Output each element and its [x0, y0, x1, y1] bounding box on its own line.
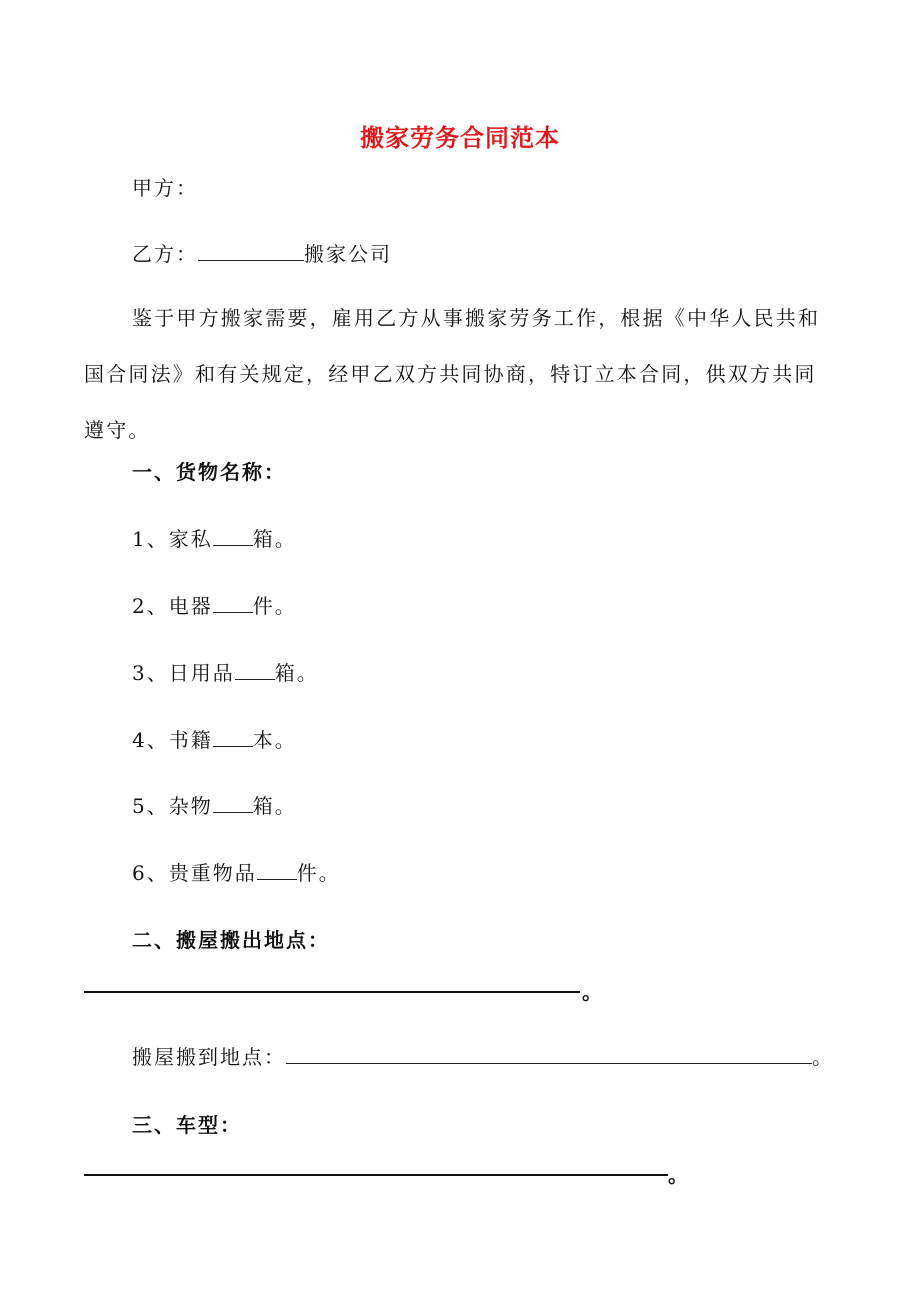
goods-item-unit: 件。 — [252, 594, 297, 618]
document-title: 搬家劳务合同范本 — [360, 123, 560, 152]
destination-blank — [286, 1062, 812, 1064]
destination-label: 搬屋搬到地点： — [132, 1045, 286, 1069]
goods-item-unit: 箱。 — [252, 527, 297, 551]
destination-line — [132, 1041, 834, 1070]
goods-item-blank — [235, 678, 275, 680]
goods-item-unit: 箱。 — [274, 661, 319, 685]
goods-item-unit: 件。 — [296, 861, 341, 885]
section1-heading: 一、货物名称： — [132, 460, 286, 484]
vehicle-type-line — [84, 1174, 668, 1176]
section3-heading: 三、车型： — [132, 1113, 242, 1137]
party-a-line: 甲方： — [132, 176, 198, 200]
goods-item-blank — [213, 611, 253, 613]
goods-item-blank — [213, 811, 253, 813]
goods-item-label: 1、家私 — [132, 527, 213, 551]
goods-item — [132, 857, 341, 886]
goods-item — [132, 590, 297, 619]
party-b-suffix: 搬家公司 — [304, 242, 392, 266]
goods-item-label: 2、电器 — [132, 594, 213, 618]
intro-paragraph: 鉴于甲方搬家需要，雇用乙方从事搬家劳务工作，根据《中华人民共和国合同法》和有关规定，经甲乙双方共同协商，特订立本合同，供双方共同遵守。 — [84, 306, 821, 442]
goods-item-label: 4、书籍 — [132, 728, 213, 752]
destination-end: 。 — [812, 1045, 834, 1069]
goods-item-unit: 箱。 — [252, 794, 297, 818]
origin-line-end: 。 — [582, 980, 602, 1004]
party-b-line — [132, 238, 392, 267]
section2-heading: 二、搬屋搬出地点： — [132, 928, 330, 952]
origin-address-line — [84, 991, 580, 993]
goods-item — [132, 790, 297, 819]
goods-item-label: 3、日用品 — [132, 661, 235, 685]
goods-item-unit: 本。 — [252, 728, 297, 752]
goods-item — [132, 724, 297, 753]
goods-item — [132, 657, 319, 686]
party-b-blank — [198, 259, 304, 261]
goods-item-blank — [213, 745, 253, 747]
vehicle-line-end: 。 — [668, 1163, 688, 1187]
goods-item-blank — [213, 544, 253, 546]
goods-item — [132, 523, 297, 552]
goods-item-label: 6、贵重物品 — [132, 861, 257, 885]
goods-item-label: 5、杂物 — [132, 794, 213, 818]
goods-item-blank — [257, 878, 297, 880]
party-b-label: 乙方： — [132, 242, 198, 266]
